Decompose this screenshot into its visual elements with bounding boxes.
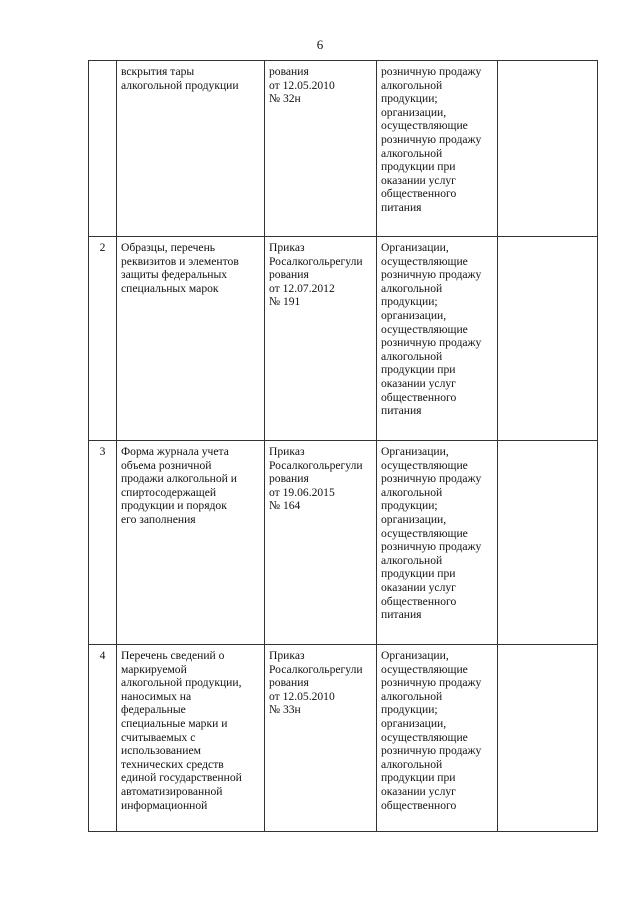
requirement-name: Перечень сведений о маркируемой алкогольной продукции, наносимых на федеральные специальные марки и считываемых с использованием технических средств единой государственной автоматизированной информационной — [117, 645, 265, 832]
row-number: 3 — [89, 441, 117, 645]
requirement-name: Форма журнала учета объема розничной продажи алкогольной и спиртосодержащей продукции и порядок его заполнения — [117, 441, 265, 645]
requirements-table — [88, 60, 598, 832]
affected-subjects: Организации, осуществляющие розничную продажу алкогольной продукции; организации, осуществляющие розничную продажу алкогольной продукции при оказании услуг общественного — [377, 645, 498, 832]
row-number: 4 — [89, 645, 117, 832]
table-row — [89, 61, 598, 237]
affected-subjects: Организации, осуществляющие розничную продажу алкогольной продукции; организации, осуществляющие розничную продажу алкогольной продукции при оказании услуг общественного питания — [377, 237, 498, 441]
legal-act: рования от 12.05.2010 № 32н — [265, 61, 377, 237]
row-number: 2 — [89, 237, 117, 441]
requirement-name: вскрытия тары алкогольной продукции — [117, 61, 265, 237]
table-row — [89, 645, 598, 832]
note-cell — [498, 61, 598, 237]
note-cell — [498, 441, 598, 645]
note-cell — [498, 237, 598, 441]
table-row — [89, 441, 598, 645]
legal-act: Приказ Росалкогольрегули рования от 12.05.2010 № 33н — [265, 645, 377, 832]
affected-subjects: розничную продажу алкогольной продукции; организации, осуществляющие розничную продажу алкогольной продукции при оказании услуг общественного питания — [377, 61, 498, 237]
legal-act: Приказ Росалкогольрегули рования от 12.07.2012 № 191 — [265, 237, 377, 441]
affected-subjects: Организации, осуществляющие розничную продажу алкогольной продукции; организации, осуществляющие розничную продажу алкогольной продукции при оказании услуг общественного питания — [377, 441, 498, 645]
table-row — [89, 237, 598, 441]
row-number — [89, 61, 117, 237]
page-number: 6 — [316, 37, 324, 52]
requirement-name: Образцы, перечень реквизитов и элементов защиты федеральных специальных марок — [117, 237, 265, 441]
note-cell — [498, 645, 598, 832]
legal-act: Приказ Росалкогольрегули рования от 19.06.2015 № 164 — [265, 441, 377, 645]
